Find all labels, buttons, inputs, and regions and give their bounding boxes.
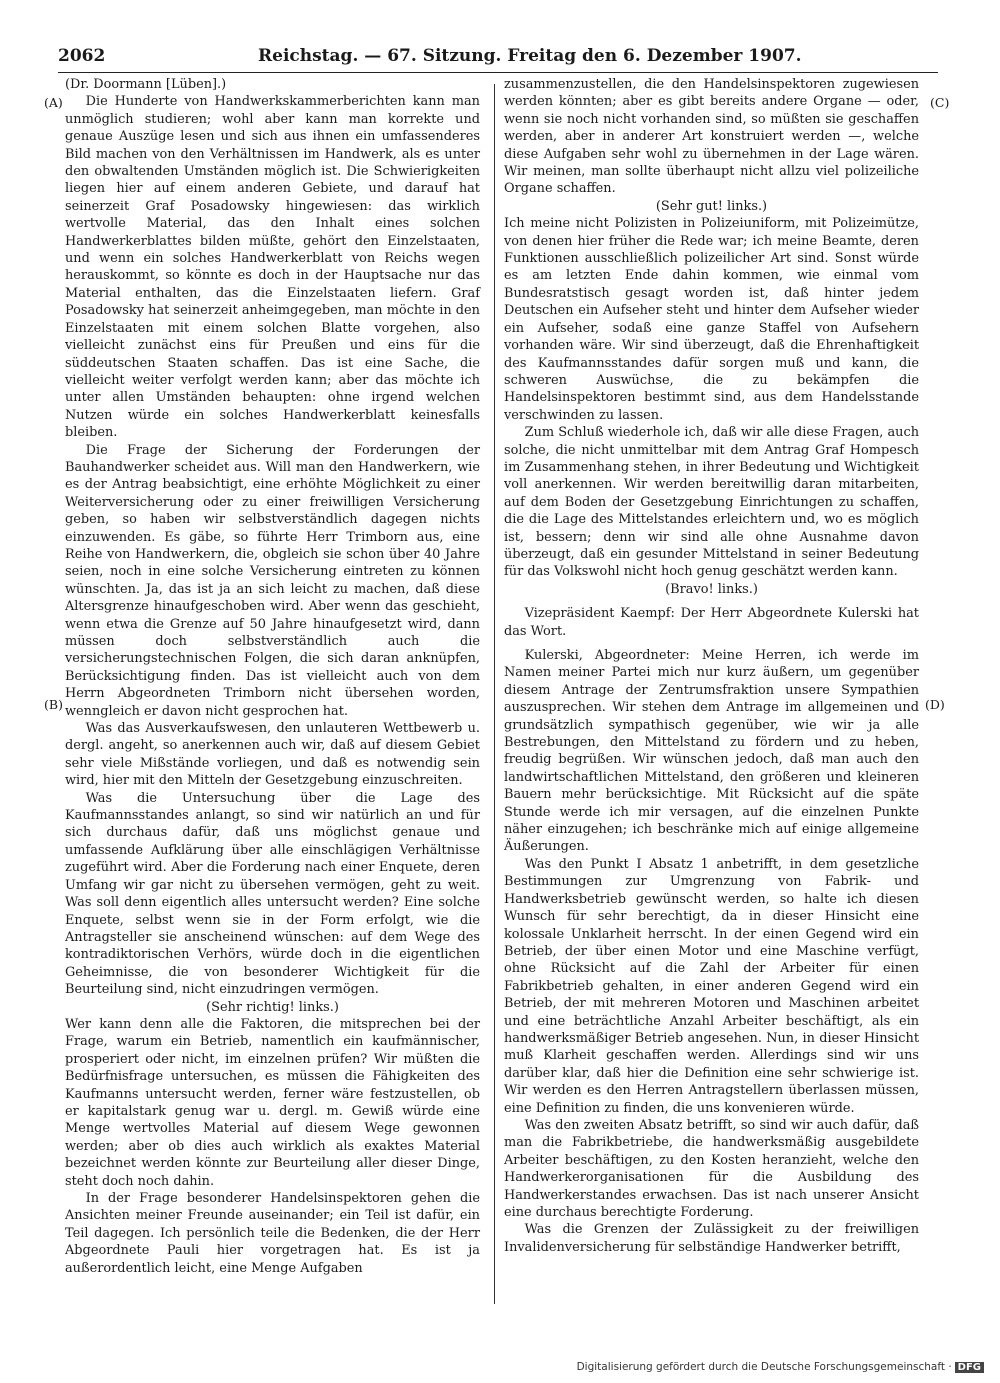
paragraph: Zum Schluß wiederhole ich, daß wir alle diese Fragen, auch solche, die nicht unmittelbar mit dem Antrag Graf Hompesch im Zusammenhang stehen, in ihrer Bedeutung und Wichtigkeit voll anerkennen. Wir werden bereitwillig daran mitarbeiten, auf dem Boden der Gesetzgebung Einrichtungen zu schaffen, die die Lage des Mittelstandes erleichtern und, wo es möglich ist, bessern; denn wir sind alle ohne Ausnahme davon überzeugt, daß ein gesunder Mittelstand in seiner Bedeutung für das Volkswohl nicht hoch genug geschätzt werden kann. bbox=[504, 425, 920, 580]
paragraph: Was die Grenzen der Zulässigkeit zu der freiwilligen Invalidenversicherung für selbständige Handwerker betrifft, bbox=[504, 1222, 919, 1255]
footer-text: Digitalisierung gefördert durch die Deutsche Forschungsgemeinschaft · bbox=[576, 1361, 952, 1373]
paragraph: zusammenzustellen, die den Handelsinspektoren zugewiesen werden könnten; aber es gibt bereits andere Organe — oder, wenn sie noch nicht vorhanden sind, so müßten sie geschaffen werden, aber in anderer Art konstruiert werden —, welche diese Aufgaben sehr wohl zu übernehmen in der Lage wären. Wir meinen, man sollte überhaupt nicht allzu viel polizeiliche Organe schaffen. bbox=[504, 77, 919, 197]
paragraph: Was den Punkt I Absatz 1 anbetrifft, in dem gesetzliche Bestimmungen zur Umgrenzung von Fabrik- und Handwerksbetrieb gewünscht werden, so halte ich diesen Wunsch für sehr berechtigt, da in dieser Hinsicht eine kolossale Unklarheit herrscht. In der einen Gegend wird ein Betrieb, der über einen Motor und eine Maschine verfügt, ohne Rücksicht auf die Zahl der Arbeiter für einen Fabrikbetrieb gehalten, in einer anderen Gegend wird ein Betrieb, der mit mehreren Motoren und Maschinen arbeitet und eine beträchtliche Anzahl Arbeiter beschäftigt, als ein handwerksmäßiger Betrieb angesehen. Nun, in dieser Hinsicht muß Klarheit geschaffen werden. Allerdings sind wir uns darüber klar, daß hier die Definition eine sehr schwierige ist. Wir werden es den Herren Antragstellern überlassen müssen, eine Definition zu finden, die uns konvenieren würde. bbox=[504, 856, 919, 1116]
right-column bbox=[504, 76, 919, 1256]
paragraph: (Bravo! links.) bbox=[665, 581, 758, 597]
dfg-logo: DFG bbox=[955, 1362, 984, 1373]
margin-marker-b: (B) bbox=[44, 697, 63, 712]
running-title: Reichstag. — 67. Sitzung. Freitag den 6. Dezember 1907. bbox=[258, 46, 802, 66]
margin-marker-a: (A) bbox=[44, 95, 63, 110]
left-column bbox=[65, 76, 480, 1277]
column-divider bbox=[494, 84, 495, 1304]
paragraph: Ich meine nicht Polizisten in Polizeiuniform, mit Polizeimütze, von denen hier früher die Rede war; ich meine Beamte, deren Funktionen ausschließlich polizeilicher Art sind. Sonst würde es am letzten Ende dahin kommen, wie einmal vom Bundesratstisch gesagt worden ist, daß hinter jedem Deutschen ein Aufseher steht und hinter dem Aufseher wieder ein Aufseher, sodaß eine ganze Staffel von Aufsehern vorhanden wäre. Wir sind überzeugt, daß die Ehrenhaftigkeit des Kaufmannsstandes dafür sorgen muß und kann, die schweren Auswüchse, die zu bekämpfen die Handelsinspektoren bestimmt sind, aus dem Handelsstande verschwinden zu lassen. bbox=[504, 216, 919, 423]
paragraph: Die Hunderte von Handwerkskammerberichten kann man unmöglich studieren; wohl aber kann man korrekte und genaue Auszüge lesen und sich aus ihnen ein umfassenderes Bild machen von den Verhältnissen im Handwerk, als es unter den obwaltenden Umständen möglich ist. Die Schwierigkeiten liegen hier auf einem anderen Gebiete, und darauf hat seinerzeit Graf Posadowsky hingewiesen: das wirklich wertvolle Material, das den Inhalt eines solchen Handwerkerblattes bilden müßte, gehört den Einzelstaaten, und wenn ein solches Handwerkerblatt von Reichs wegen herauskommt, so könnte es doch in der Hauptsache nur das Material enthalten, das die Einzelstaaten liefern. Graf Posadowsky hat seinerzeit anheimgegeben, man möchte in den Einzelstaaten mit einem solchen Blatte vorgehen, also vielleicht zunächst eins für Preußen und eins für die süddeutschen Staaten schaffen. Das ist eine Sache, die vielleicht weiter verfolgt werden kann; aber das möchte ich unter allen Umständen behaupten: ohne irgend welchen Nutzen würde ein solches Handwerkerblatt keinesfalls bleiben. bbox=[65, 94, 480, 441]
running-header bbox=[58, 44, 938, 73]
page-number: 2062 bbox=[58, 46, 106, 66]
margin-marker-d: (D) bbox=[925, 697, 945, 712]
footer-credit bbox=[577, 1361, 984, 1373]
paragraph: Kulerski, Abgeordneter: Meine Herren, ich werde im Namen meiner Partei mich nur kurz äußern, um gegenüber diesem Antrage der Zentrumsfraktion unsere Sympathien auszusprechen. Wir stehen dem Antrage im allgemeinen und grundsätzlich sympathisch gegenüber, wie wir ja alle Bestrebungen, den Mittelstand zu fördern und zu heben, freudig begrüßen. Wir wünschen jedoch, daß man auch den landwirtschaftlichen Mittelstand, den größeren und kleineren Bauern mehr berücksichtige. Mit Rücksicht auf die späte Stunde werde ich mir versagen, auf die einzelnen Punkte näher einzugehen; ich beschränke mich auf einige allgemeine Äußerungen. bbox=[504, 648, 919, 855]
paragraph: (Dr. Doormann [Lüben].) bbox=[65, 77, 227, 92]
paragraph: Wer kann denn alle die Faktoren, die mitsprechen bei der Frage, warum ein Betrieb, namentlich ein kaufmännischer, prosperiert oder nicht, im einzelnen prüfen? Wir müßten die Bedürfnisfrage untersuchen, es müssen die Fähigkeiten des Kaufmanns untersucht werden, ferner wäre festzustellen, ob er kapitalstark genug war u. dergl. m. Gewiß würde eine Menge wertvolles Material auf diesem Wege gewonnen werden; aber ob dies auch wirklich als exaktes Material bezeichnet werden könnte zur Beurteilung aller dieser Dinge, steht doch noch dahin. bbox=[65, 1016, 480, 1189]
margin-marker-c: (C) bbox=[930, 95, 950, 110]
paragraph: (Sehr richtig! links.) bbox=[206, 999, 339, 1015]
paragraph: (Sehr gut! links.) bbox=[655, 198, 768, 214]
paragraph: Was den zweiten Absatz betrifft, so sind wir auch dafür, daß man die Fabrikbetriebe, die handwerksmäßig ausgebildete Arbeiter beschäftigen, zu den Kosten heranzieht, welche den Handwerkerorganisationen für die Ausbildung des Handwerkerstandes erwachsen. Das ist nach unserer Ansicht eine durchaus berechtigte Forderung. bbox=[504, 1117, 919, 1220]
paragraph: Was das Ausverkaufswesen, den unlauteren Wettbewerb u. dergl. angeht, so anerkennen auch wir, daß auf diesem Gebiet sehr viele Mißstände vorliegen, und daß es notwendig sein wird, hier mit den Mitteln der Gesetzgebung einzuschreiten. bbox=[65, 721, 480, 789]
paragraph: Vizepräsident Kaempf: Der Herr Abgeordnete Kulerski hat das Wort. bbox=[504, 606, 919, 639]
paragraph: Die Frage der Sicherung der Forderungen der Bauhandwerker scheidet aus. Will man den Handwerkern, wie es der Antrag beabsichtigt, eine erhöhte Möglichkeit zu einer Weiterversicherung oder zu einer freiwilligen Versicherung geben, so haben wir selbstverständlich dagegen nichts einzuwenden. Es gäbe, so führte Herr Trimborn aus, eine Reihe von Handwerkern, die, obgleich sie schon über 40 Jahre seien, noch in eine solche Versicherung eintreten zu können wünschten. Ja, das ist ja an sich leicht zu machen, daß diese Altersgrenze hinaufgeschoben wird. Aber wenn das geschieht, wenn etwa die Grenze auf 50 Jahre hinaufgesetzt wird, dann müssen doch selbstverständlich auch die versicherungstechnischen Folgen, die sich daran anknüpfen, Berücksichtigung finden. Das ist vielleicht auch von dem Herrn Abgeordneten Trimborn nicht übersehen worden, wenngleich er davon nicht gesprochen hat. bbox=[65, 442, 480, 719]
paragraph: Was die Untersuchung über die Lage des Kaufmannsstandes anlangt, so sind wir natürlich an und für sich durchaus dafür, daß uns möglichst genaue und umfassende Aufklärung über alle einschlägigen Verhältnisse zugeführt wird. Aber die Forderung nach einer Enquete, deren Umfang wir gar nicht zu übersehen vermögen, geht zu weit. Was soll denn eigentlich alles untersucht werden? Eine solche Enquete, selbst wenn sie in der Form erfolgt, wie die Antragsteller sie anscheinend wünschen: auf dem Wege des kontradiktorischen Verhörs, würde doch in die eigentlichen Geheimnisse, die von besonderer Wichtigkeit für die Beurteilung sind, nicht einzudringen vermögen. bbox=[65, 790, 480, 998]
paragraph: In der Frage besonderer Handelsinspektoren gehen die Ansichten meiner Freunde auseinander; ein Teil ist dafür, ein Teil dagegen. Ich persönlich teile die Bedenken, die der Herr Abgeordnete Pauli hier vorgetragen hat. Es ist ja außerordentlich leicht, eine Menge Aufgaben bbox=[65, 1191, 480, 1276]
